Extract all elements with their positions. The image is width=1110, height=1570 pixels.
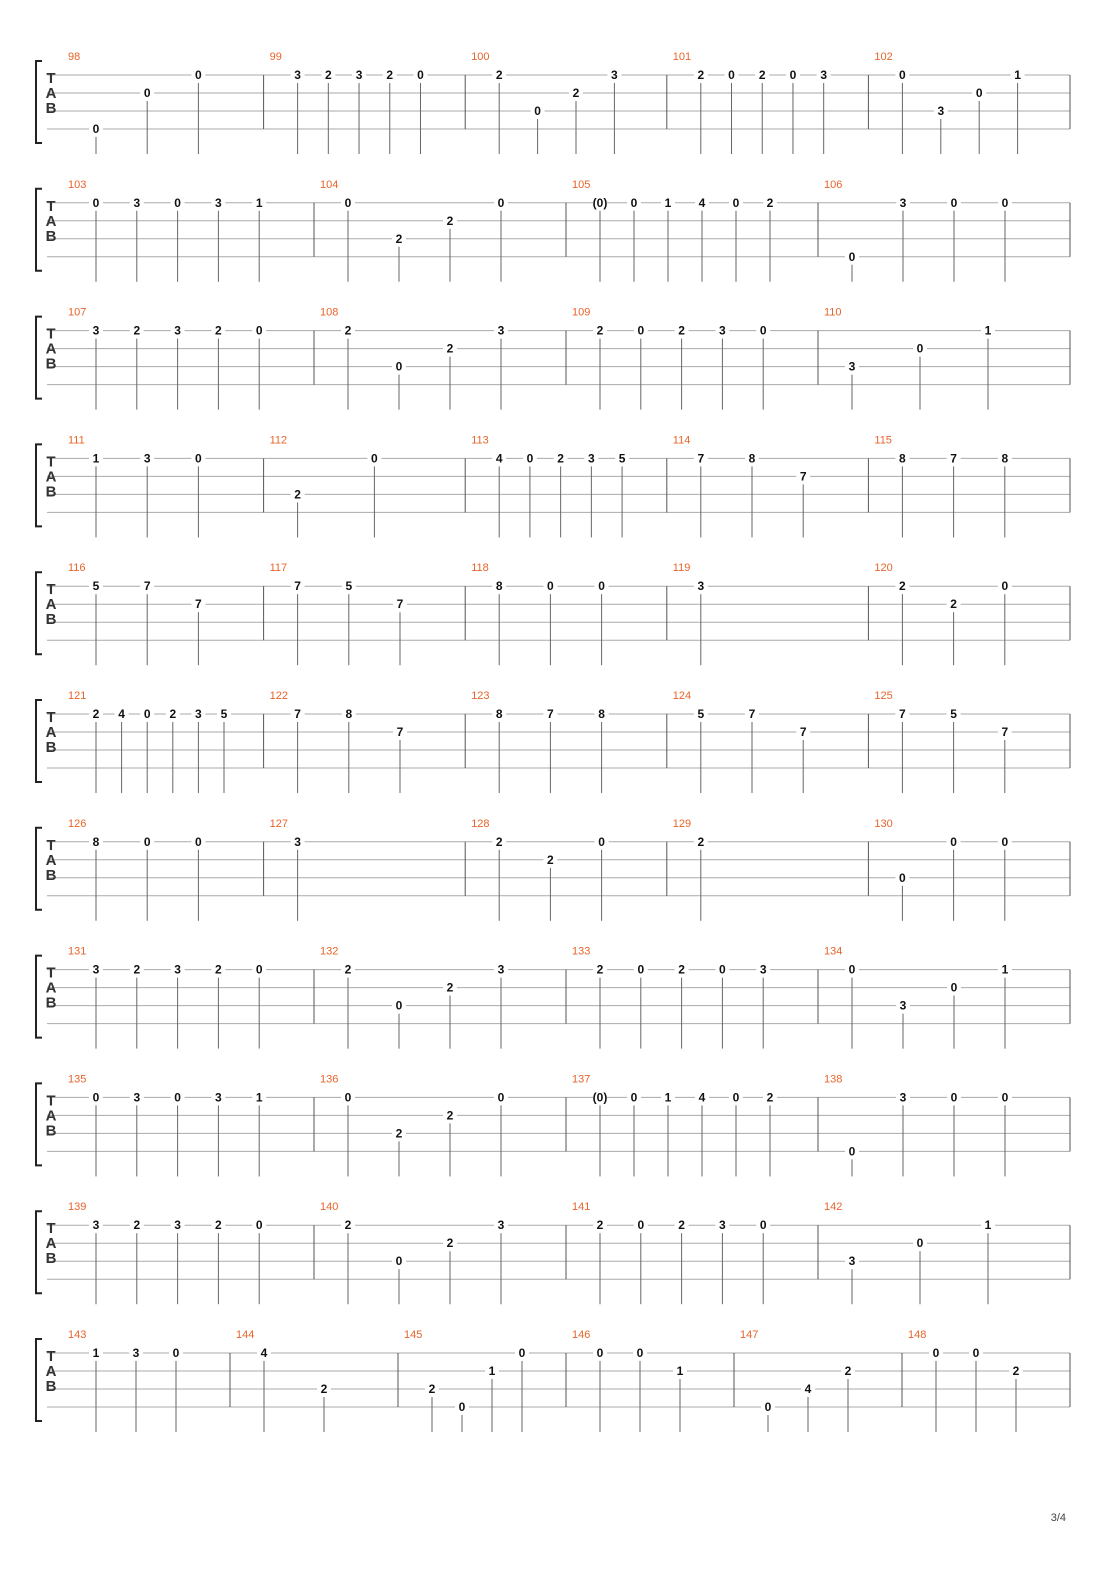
fret-number: 4 — [698, 1090, 706, 1105]
fret-number: 2 — [572, 86, 580, 100]
measure-number: 114 — [672, 434, 691, 447]
measure-number: 98 — [68, 51, 81, 63]
fret-number: 4 — [804, 1382, 812, 1396]
fret-number: 2 — [133, 962, 141, 977]
fret-number: 2 — [899, 579, 906, 594]
fret-number: 4 — [698, 195, 706, 210]
measure-number: 138 — [824, 1073, 843, 1086]
measure-number: 140 — [320, 1201, 339, 1214]
fret-number: 2 — [344, 1218, 352, 1233]
fret-number: 0 — [497, 1090, 505, 1105]
fret-number: 0 — [637, 323, 645, 338]
tab-clef-letter: T — [46, 1348, 56, 1365]
fret-number: 8 — [345, 707, 353, 721]
tab-clef-letter: A — [45, 724, 57, 741]
fret-number: 0 — [899, 870, 906, 885]
tab-clef-letter: B — [45, 483, 57, 501]
fret-number: 2 — [386, 68, 394, 82]
system-bracket — [36, 700, 42, 782]
fret-number: 0 — [255, 962, 263, 977]
fret-number: 7 — [899, 707, 906, 721]
tab-clef-letter: T — [46, 581, 56, 599]
fret-number: 5 — [345, 579, 353, 594]
tab-clef-letter: T — [46, 964, 56, 982]
fret-number: 0 — [255, 323, 263, 338]
measure-number: 103 — [68, 178, 87, 191]
tab-clef-letter: T — [46, 1220, 56, 1238]
fret-number: 4 — [495, 451, 503, 466]
fret-number: 0 — [518, 1346, 526, 1360]
fret-number: 2 — [446, 341, 454, 356]
measure-number: 141 — [572, 1201, 591, 1214]
tab-clef-letter: B — [45, 611, 57, 629]
fret-number: 8 — [495, 707, 503, 721]
measure-number: 131 — [68, 945, 87, 958]
measure-number: 115 — [874, 434, 892, 447]
measure-number: 120 — [874, 562, 893, 575]
fret-number: 3 — [719, 323, 726, 338]
measure-number: 125 — [874, 690, 893, 702]
measure-number: 102 — [874, 51, 893, 63]
measure-number: 107 — [68, 306, 87, 319]
fret-number: 3 — [820, 68, 828, 82]
measure-number: 118 — [471, 562, 489, 575]
fret-number: 3 — [848, 1254, 856, 1269]
fret-number: 2 — [678, 323, 685, 338]
fret-number: 3 — [174, 1218, 181, 1233]
measure-number: 147 — [740, 1329, 759, 1341]
fret-number: (0) — [592, 195, 608, 210]
fret-number: 2 — [547, 852, 554, 867]
tab-clef-letter: T — [46, 325, 56, 343]
fret-number: 0 — [417, 68, 424, 82]
fret-number: 2 — [324, 68, 332, 82]
fret-number: 2 — [1012, 1364, 1020, 1378]
fret-number: 2 — [697, 834, 705, 849]
tab-clef-letter: A — [45, 468, 57, 486]
measure-number: 133 — [572, 945, 591, 958]
fret-number: 1 — [92, 1346, 100, 1360]
fret-number: 2 — [133, 323, 141, 338]
fret-number: 2 — [395, 1126, 403, 1141]
tab-clef-letter: T — [46, 836, 56, 854]
system-bracket — [36, 1339, 42, 1421]
fret-number: 8 — [598, 707, 605, 721]
measure-number: 130 — [874, 817, 893, 830]
fret-number: 0 — [143, 86, 151, 100]
measure-number: 126 — [68, 817, 87, 830]
fret-number: 0 — [547, 579, 554, 594]
fret-number: 0 — [899, 68, 906, 82]
measure-number: 106 — [824, 178, 843, 191]
fret-number: 0 — [848, 1144, 856, 1159]
fret-number: 2 — [766, 1090, 774, 1105]
fret-number: 0 — [174, 1090, 181, 1105]
fret-number: 0 — [195, 834, 202, 849]
fret-number: 2 — [169, 707, 177, 721]
measure-number: 110 — [824, 306, 842, 319]
measure-number: 122 — [269, 690, 288, 702]
tab-clef-letter: T — [46, 197, 56, 215]
fret-number: 5 — [618, 451, 626, 466]
fret-number: 0 — [143, 834, 151, 849]
fret-number: 2 — [495, 68, 503, 82]
tab-clef-letter: B — [45, 1250, 57, 1268]
fret-number: 0 — [630, 1090, 638, 1105]
fret-number: 2 — [697, 68, 705, 82]
fret-number: 7 — [950, 451, 957, 466]
fret-number: 0 — [255, 1218, 263, 1233]
tab-clef-letter: B — [45, 994, 57, 1012]
measure-number: 104 — [320, 178, 339, 191]
fret-number: (0) — [592, 1090, 608, 1105]
tab-clef-letter: B — [45, 1122, 57, 1140]
fret-number: 0 — [764, 1400, 772, 1414]
fret-number: 8 — [495, 579, 503, 594]
fret-number: 0 — [972, 1346, 980, 1360]
fret-number: 0 — [497, 195, 505, 210]
fret-number: 2 — [133, 1218, 141, 1233]
fret-number: 0 — [172, 1346, 180, 1360]
measure-number: 117 — [269, 562, 288, 575]
fret-number: 3 — [92, 323, 100, 338]
fret-number: 3 — [697, 579, 705, 594]
fret-number: 2 — [92, 707, 100, 721]
fret-number: 7 — [697, 451, 705, 466]
tab-clef-letter: B — [45, 739, 57, 756]
fret-number: 0 — [950, 834, 957, 849]
fret-number: 0 — [92, 195, 100, 210]
fret-number: 5 — [220, 707, 228, 721]
fret-number: 2 — [557, 451, 564, 466]
fret-number: 2 — [446, 1236, 454, 1251]
fret-number: 2 — [844, 1364, 852, 1378]
measure-number: 127 — [269, 817, 288, 830]
fret-number: 0 — [848, 962, 856, 977]
fret-number: 3 — [848, 359, 856, 374]
fret-number: 4 — [260, 1346, 268, 1360]
system-bracket — [36, 956, 42, 1038]
measure-number: 113 — [471, 434, 489, 447]
tab-clef-letter: B — [45, 355, 57, 373]
tab-clef-letter: A — [45, 979, 57, 997]
fret-number: 3 — [355, 68, 363, 82]
fret-number: 2 — [678, 1218, 685, 1233]
fret-number: 0 — [143, 707, 151, 721]
measure-number: 112 — [269, 434, 288, 447]
fret-number: 2 — [596, 962, 604, 977]
measure-number: 116 — [68, 562, 86, 575]
measure-number: 99 — [269, 51, 282, 63]
tab-clef-letter: A — [45, 85, 57, 102]
fret-number: 7 — [143, 579, 151, 594]
fret-number: 2 — [758, 68, 766, 82]
fret-number: 2 — [215, 323, 222, 338]
fret-number: 1 — [255, 1090, 263, 1105]
system-bracket — [36, 572, 42, 654]
tab-clef-letter: B — [45, 866, 57, 884]
fret-number: 3 — [133, 1090, 141, 1105]
measure-number: 124 — [672, 690, 692, 702]
fret-number: 4 — [118, 707, 125, 721]
fret-number: 0 — [950, 195, 958, 210]
fret-number: 1 — [664, 1090, 672, 1105]
fret-number: 3 — [497, 1218, 505, 1233]
fret-number: 3 — [92, 962, 100, 977]
measure-number: 142 — [824, 1201, 843, 1214]
system-bracket — [36, 1211, 42, 1293]
measure-number: 123 — [471, 690, 490, 702]
fret-number: 3 — [588, 451, 595, 466]
fret-number: 2 — [215, 962, 222, 977]
tab-clef-letter: T — [46, 1092, 56, 1110]
fret-number: 3 — [899, 998, 907, 1013]
fret-number: 0 — [395, 998, 403, 1013]
fret-number: 0 — [630, 195, 638, 210]
fret-number: 1 — [92, 451, 100, 466]
fret-number: 0 — [92, 122, 100, 136]
measure-number: 100 — [471, 51, 490, 63]
fret-number: 3 — [899, 1090, 907, 1105]
tab-clef-letter: T — [46, 709, 56, 726]
measure-number: 111 — [68, 434, 85, 447]
system-bracket — [36, 61, 42, 143]
fret-number: 7 — [547, 707, 554, 721]
fret-number: 0 — [848, 249, 856, 264]
tab-clef-letter: A — [45, 1363, 57, 1380]
measure-number: 137 — [572, 1073, 591, 1086]
fret-number: 0 — [759, 323, 767, 338]
fret-number: 7 — [748, 707, 756, 721]
tab-clef-letter: T — [46, 70, 56, 87]
fret-number: 0 — [174, 195, 181, 210]
system-bracket — [36, 828, 42, 910]
fret-number: 0 — [637, 962, 645, 977]
fret-number: 0 — [92, 1090, 100, 1105]
measure-number: 108 — [320, 306, 339, 319]
measure-number: 128 — [471, 817, 490, 830]
fret-number: 8 — [92, 834, 100, 849]
fret-number: 0 — [1001, 834, 1009, 849]
fret-number: 3 — [497, 962, 505, 977]
fret-number: 0 — [371, 451, 378, 466]
system-bracket — [36, 189, 42, 271]
fret-number: 0 — [916, 1236, 924, 1251]
fret-number: 0 — [975, 86, 983, 100]
fret-number: 0 — [598, 579, 605, 594]
fret-number: 7 — [396, 725, 404, 739]
fret-number: 0 — [195, 451, 202, 466]
fret-number: 3 — [174, 323, 181, 338]
fret-number: 2 — [344, 962, 352, 977]
fret-number: 3 — [719, 1218, 726, 1233]
fret-number: 2 — [344, 323, 352, 338]
measure-number: 121 — [68, 690, 87, 702]
tab-clef-letter: A — [45, 212, 57, 230]
fret-number: 7 — [799, 469, 807, 484]
fret-number: 2 — [596, 1218, 604, 1233]
fret-number: 0 — [395, 359, 403, 374]
system-bracket — [36, 444, 42, 526]
fret-number: 3 — [92, 1218, 100, 1233]
fret-number: 0 — [728, 68, 735, 82]
fret-number: 3 — [294, 834, 301, 849]
measure-number: 148 — [908, 1329, 927, 1341]
fret-number: 3 — [611, 68, 618, 82]
fret-number: 0 — [598, 834, 605, 849]
fret-number: 2 — [446, 980, 454, 995]
fret-number: 3 — [133, 195, 141, 210]
measure-number: 134 — [824, 945, 843, 958]
measure-number: 119 — [672, 562, 691, 575]
fret-number: 1 — [255, 195, 263, 210]
fret-number: 2 — [495, 834, 503, 849]
fret-number: 3 — [899, 195, 907, 210]
tab-clef-letter: B — [45, 100, 57, 117]
fret-number: 3 — [215, 1090, 222, 1105]
fret-number: 0 — [1001, 579, 1009, 594]
fret-number: 0 — [759, 1218, 767, 1233]
fret-number: 7 — [799, 725, 807, 739]
fret-number: 8 — [748, 451, 756, 466]
fret-number: 0 — [395, 1254, 403, 1269]
fret-number: 1 — [1014, 68, 1021, 82]
tab-clef-letter: A — [45, 1107, 57, 1125]
measure-number: 136 — [320, 1073, 339, 1086]
fret-number: 0 — [636, 1346, 644, 1360]
fret-number: 3 — [143, 451, 151, 466]
fret-number: 3 — [759, 962, 767, 977]
fret-number: 0 — [719, 962, 726, 977]
fret-number: 2 — [678, 962, 685, 977]
tab-clef-letter: B — [45, 227, 57, 245]
tab-clef-letter: T — [46, 453, 56, 471]
fret-number: 7 — [294, 579, 301, 594]
fret-number: 3 — [215, 195, 222, 210]
fret-number: 0 — [458, 1400, 466, 1414]
fret-number: 0 — [344, 1090, 352, 1105]
fret-number: 3 — [497, 323, 505, 338]
fret-number: 3 — [174, 962, 181, 977]
fret-number: 7 — [294, 707, 301, 721]
fret-number: 1 — [488, 1364, 496, 1378]
tab-clef-letter: A — [45, 340, 57, 358]
fret-number: 5 — [697, 707, 705, 721]
fret-number: 2 — [395, 231, 403, 246]
fret-number: 0 — [789, 68, 797, 82]
fret-number: 0 — [344, 195, 352, 210]
fret-number: 0 — [596, 1346, 604, 1360]
fret-number: 2 — [446, 213, 454, 228]
fret-number: 3 — [132, 1346, 140, 1360]
fret-number: 3 — [294, 68, 301, 82]
measure-number: 146 — [572, 1329, 591, 1341]
fret-number: 0 — [732, 1090, 740, 1105]
fret-number: 2 — [446, 1108, 454, 1123]
fret-number: 0 — [1001, 1090, 1009, 1105]
fret-number: 2 — [215, 1218, 222, 1233]
fret-number: 7 — [1001, 725, 1009, 739]
fret-number: 1 — [984, 1218, 992, 1233]
measure-number: 101 — [672, 51, 692, 63]
measure-number: 109 — [572, 306, 591, 319]
measure-number: 129 — [672, 817, 692, 830]
fret-number: 0 — [637, 1218, 645, 1233]
fret-number: 0 — [916, 341, 924, 356]
fret-number: 7 — [195, 597, 202, 612]
measure-number: 139 — [68, 1201, 87, 1214]
tab-clef-letter: A — [45, 1235, 57, 1253]
fret-number: 0 — [1001, 195, 1009, 210]
measure-number: 143 — [68, 1329, 87, 1341]
fret-number: 2 — [766, 195, 774, 210]
fret-number: 7 — [396, 597, 404, 612]
fret-number: 3 — [937, 104, 945, 118]
fret-number: 0 — [732, 195, 740, 210]
fret-number: 8 — [899, 451, 906, 466]
fret-number: 8 — [1001, 451, 1009, 466]
measure-number: 132 — [320, 945, 339, 958]
fret-number: 1 — [664, 195, 672, 210]
fret-number: 3 — [195, 707, 202, 721]
fret-number: 1 — [1001, 962, 1009, 977]
tab-clef-letter: A — [45, 596, 57, 614]
fret-number: 0 — [950, 1090, 958, 1105]
fret-number: 0 — [526, 451, 534, 466]
fret-number: 0 — [932, 1346, 940, 1360]
measure-number: 145 — [404, 1329, 423, 1341]
system-bracket — [36, 317, 42, 399]
fret-number: 2 — [294, 487, 301, 502]
fret-number: 0 — [950, 980, 958, 995]
fret-number: 2 — [320, 1382, 328, 1396]
fret-number: 1 — [676, 1364, 684, 1378]
system-bracket — [36, 1083, 42, 1165]
fret-number: 0 — [195, 68, 202, 82]
measure-number: 105 — [572, 178, 591, 191]
fret-number: 5 — [950, 707, 957, 721]
fret-number: 5 — [92, 579, 100, 594]
page-number: 3/4 — [1050, 1512, 1066, 1524]
fret-number: 2 — [950, 597, 957, 612]
measure-number: 144 — [236, 1329, 255, 1341]
fret-number: 1 — [984, 323, 992, 338]
tab-clef-letter: A — [45, 851, 57, 869]
fret-number: 0 — [534, 104, 541, 118]
fret-number: 2 — [596, 323, 604, 338]
tab-clef-letter: B — [45, 1378, 57, 1395]
fret-number: 2 — [428, 1382, 436, 1396]
measure-number: 135 — [68, 1073, 87, 1086]
